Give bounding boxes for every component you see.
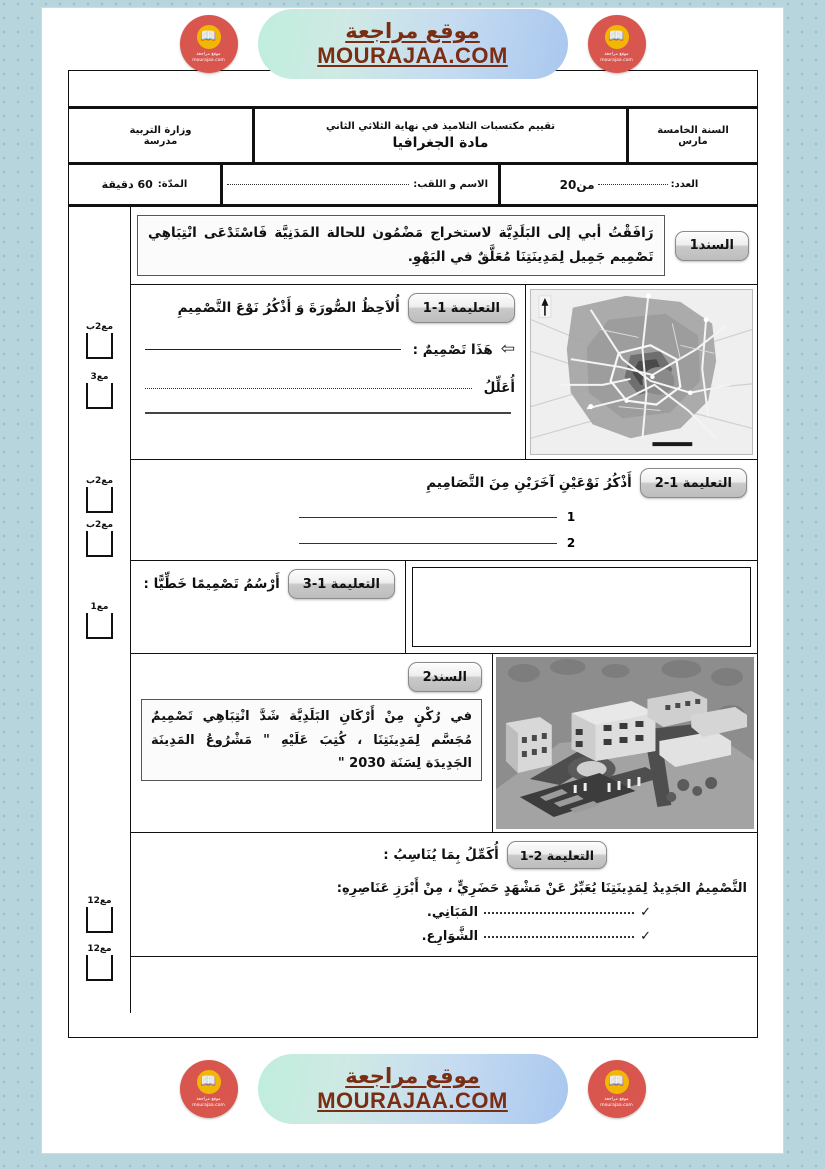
section-blank-tail (131, 957, 757, 1013)
drawing-area-cell (405, 561, 757, 653)
instruction-2-1-tag: التعليمة 1-2 (640, 468, 747, 498)
score-out-of: من20 (559, 177, 595, 192)
header-row-identity (69, 109, 757, 165)
header-blank-strip (69, 71, 757, 109)
score-box-1[interactable] (86, 333, 113, 359)
watermark-pill (192, 9, 633, 79)
instruction-1-1-body (131, 285, 525, 459)
answer-word-1: المَبَانِي. (426, 905, 479, 921)
score-label-2: مع3 (90, 372, 109, 382)
book-icon: 📖 (605, 25, 629, 49)
score-entry (86, 323, 113, 359)
instruction-2-tag: التعليمة 2-1 (507, 841, 607, 869)
score-label: العدد: (670, 179, 699, 190)
answer-dots-1[interactable] (484, 912, 634, 914)
watermark-url-text: MOURAJAA.COM (317, 43, 508, 69)
city-plan-map-image (530, 289, 753, 455)
instruction-3-1-tag: التعليمة 1-3 (288, 569, 395, 599)
duration-value: 60 دقيقة (101, 178, 153, 191)
score-label-6: مع12 (87, 896, 112, 906)
margin-block-instruction-3-1 (69, 581, 130, 677)
list-item (141, 905, 747, 920)
exam-title-label: تقييم مكتسبات التلاميذ في نهاية الثلاثي الثاني (325, 120, 556, 132)
arrow-icon: ⇦ (500, 339, 515, 360)
score-entry (86, 521, 113, 557)
section-source-1 (131, 207, 757, 285)
exam-month-label: مارس (678, 135, 708, 147)
score-box-2[interactable] (86, 383, 113, 409)
content-column (131, 207, 757, 1013)
instruction-3-1-prompt: أَرْسُمُ تَصْمِيمًا خَطِّيًّا : (143, 576, 280, 593)
margin-block-source-2 (69, 677, 130, 857)
document-body (69, 207, 757, 1013)
badge-caption: موقع مراجعة mourajaa.com (600, 1096, 633, 1108)
score-box-3[interactable] (86, 487, 113, 513)
school-year-label: السنة الخامسة (657, 124, 729, 136)
subject-label: مادة الجغرافيا (392, 134, 489, 151)
watermark-arabic-text: موقع مراجعة (345, 18, 480, 43)
answer-1-label: هَذَا تَصْمِيمٌ : (412, 341, 493, 358)
header-cell-duration (69, 165, 223, 204)
margin-block-instruction-2 (69, 857, 130, 977)
student-name-dots (227, 184, 409, 185)
student-name-label: الاسم و اللقب: (413, 179, 488, 190)
score-dots (598, 184, 668, 185)
score-box-7[interactable] (86, 955, 113, 981)
section-instruction-2-1 (131, 460, 757, 561)
list-input-line-1[interactable] (299, 517, 557, 518)
list-input-line-2[interactable] (299, 543, 557, 544)
list-item (141, 510, 747, 524)
model-photo-cell (492, 654, 757, 832)
watermark-badge-right (588, 1060, 646, 1118)
source-2-text: في رُكْنٍ مِنْ أَرْكَانِ البَلَدِيَّة شَدَّ انْتِبَاهِي تَصْمِيمٌ مُجَسَّم لِمَدِينَتِنَا ، كُتِبَ عَلَيْهِ " مَشْرُوعُ المَدِينَة الجَدِيدَة لِسَنَة 2030 " (141, 699, 482, 781)
header-cell-year (629, 109, 757, 162)
justification-label: أُعَلِّلُ (483, 380, 515, 397)
header-cell-score (501, 165, 757, 204)
duration-label: المدّة: (157, 179, 188, 190)
list-number-2: 2 (566, 536, 576, 551)
instruction-2-1-prompt: أَذْكُرُ نَوْعَيْنِ آخَرَيْنِ مِنَ التَّصَامِيمِ (426, 475, 632, 492)
header-cell-name (223, 165, 501, 204)
map-figure-cell (525, 285, 757, 459)
header-cell-ministry (69, 109, 255, 162)
score-box-5[interactable] (86, 613, 113, 639)
answer-word-2: الشَّوَارِع. (421, 929, 479, 945)
book-icon: 📖 (605, 1070, 629, 1094)
section-source-2 (131, 654, 757, 833)
score-label-4: مع2ب (85, 520, 114, 530)
source-1-text: رَافَقْتُ أبي إلى البَلَدِيَّة لاستخراج مَضْمُون للحالة المَدَنِيَّة فَاسْتَدْعَى انْتِبَاهِي تَصْمِيم جَمِيل لِمَدِينَتِنَا مُعَلَّقٌ في البَهْوِ. (137, 215, 665, 276)
ministry-label: وزارة التربية (129, 124, 192, 136)
score-box-6[interactable] (86, 907, 113, 933)
score-entry (86, 945, 113, 981)
badge-caption: موقع مراجعة mourajaa.com (192, 1096, 225, 1108)
section-instruction-3-1 (131, 561, 757, 654)
exam-document (68, 70, 758, 1038)
answer-1-input-line[interactable] (145, 349, 401, 350)
score-label-7: مع12 (87, 944, 112, 954)
watermark-badge-right (588, 15, 646, 73)
instruction-1-1-tag: التعليمة 1-1 (408, 293, 515, 323)
check-icon: ✓ (640, 929, 651, 945)
list-number-1: 1 (566, 510, 576, 525)
list-item (141, 929, 747, 944)
watermark-badge-left (180, 15, 238, 73)
city-plan-svg (531, 290, 752, 454)
margin-block-source-1 (69, 207, 130, 297)
section-instruction-2 (131, 833, 757, 957)
list-item (141, 536, 747, 550)
instruction-3-1-body (131, 561, 405, 653)
city-model-photo (496, 657, 754, 829)
watermark-pill (192, 1054, 633, 1124)
book-icon: 📖 (197, 25, 221, 49)
north-arrow-icon (539, 296, 551, 318)
watermark-url-text: MOURAJAA.COM (317, 1088, 508, 1114)
margin-block-instruction-1-1 (69, 297, 130, 473)
school-label: مدرسة (143, 135, 178, 147)
header-cell-title (255, 109, 629, 162)
section-instruction-1-1 (131, 285, 757, 460)
justification-input-line-2[interactable] (145, 412, 511, 414)
check-icon: ✓ (640, 905, 651, 921)
source-1-tag: السند1 (675, 231, 749, 261)
city-model-svg (496, 657, 754, 829)
score-entry (86, 897, 113, 933)
badge-caption: موقع مراجعة mourajaa.com (600, 51, 633, 63)
watermark-bottom (42, 1053, 783, 1125)
instruction-1-1-prompt: أُلاَحِظُ الصُّورَةَ وَ أَذْكُرُ نَوْعَ التَّصْمِيمِ (177, 300, 400, 317)
document-sheet (42, 8, 783, 1153)
score-entry (86, 603, 113, 639)
score-label-1: مع2ب (85, 322, 114, 332)
watermark-badge-left (180, 1060, 238, 1118)
margin-block-instruction-2-1 (69, 473, 130, 581)
watermark-arabic-text: موقع مراجعة (345, 1063, 480, 1088)
justification-input-line-1[interactable] (145, 388, 472, 389)
score-margin-column (69, 207, 131, 1013)
score-entry (86, 477, 113, 513)
drawing-canvas[interactable] (412, 567, 751, 647)
header-row-student (69, 165, 757, 207)
answer-dots-2[interactable] (484, 936, 634, 938)
score-entry (86, 373, 113, 409)
score-label-5: مع1 (90, 602, 109, 612)
score-box-4[interactable] (86, 531, 113, 557)
source-2-body (131, 654, 492, 832)
instruction-2-sentence: التَّصْمِيمُ الجَدِيدُ لِمَدِينَتِنَا يُعَبِّرُ عَنْ مَشْهَدٍ حَضَرِيٍّ ، مِنْ أَبْرَزِ عَنَاصِرِهِ: (336, 881, 747, 897)
instruction-2-prompt: أُكَمِّلُ بِمَا يُنَاسِبُ : (383, 847, 499, 864)
source-2-tag: السند2 (408, 662, 482, 692)
score-label-3: مع2ب (85, 476, 114, 486)
badge-caption: موقع مراجعة mourajaa.com (192, 51, 225, 63)
book-icon: 📖 (197, 1070, 221, 1094)
